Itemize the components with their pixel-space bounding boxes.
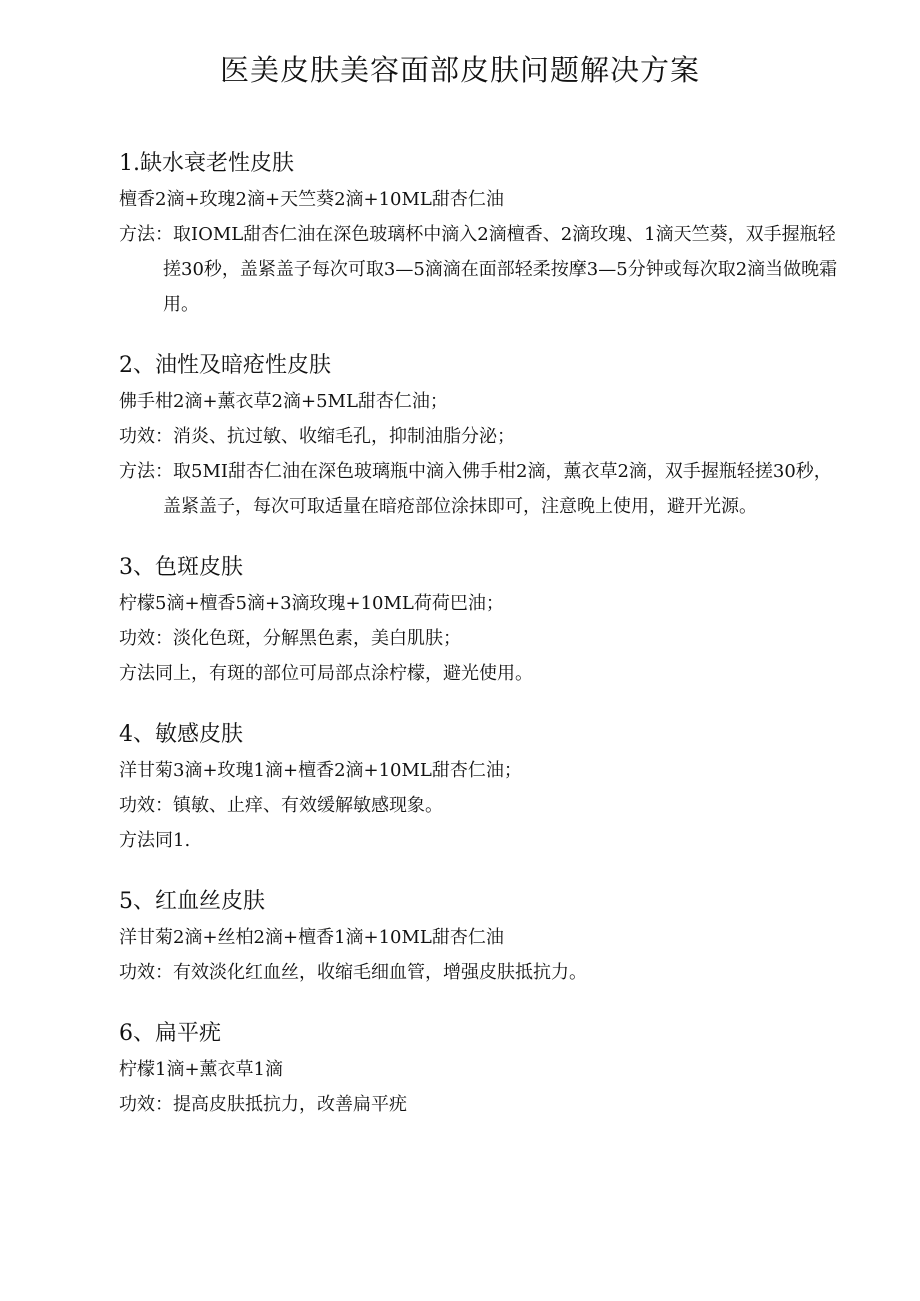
section-pigmented-skin — [119, 550, 819, 691]
document-title: 医美皮肤美容面部皮肤问题解决方案 — [219, 53, 700, 87]
method-paragraph: 方法：取5MI甜杏仁油在深色玻璃瓶中滴入佛手柑2滴，薰衣草2滴，双手握瓶轻搓30秒，盖紧盖子，每次可取适量在暗疮部位涂抹即可，注意晚上使用，避开光源。 — [119, 461, 832, 517]
formula-line: 檀香2滴+玫瑰2滴+天竺葵2滴+10ML甜杏仁油 — [119, 189, 504, 210]
section-flat-warts — [119, 1016, 819, 1122]
section-heading: 3、色斑皮肤 — [119, 555, 243, 580]
section-heading: 5、红血丝皮肤 — [119, 889, 265, 914]
section-heading: 4、敏感皮肤 — [119, 722, 243, 747]
effect-line: 功效：提高皮肤抵抗力，改善扁平疣 — [119, 1094, 407, 1115]
section-heading: 1.缺水衰老性皮肤 — [119, 151, 294, 176]
effect-line: 功效：淡化色斑，分解黑色素，美白肌肤； — [119, 628, 461, 649]
formula-line: 柠檬5滴+檀香5滴+3滴玫瑰+10ML荷荷巴油； — [119, 593, 504, 614]
effect-line: 功效：有效淡化红血丝，收缩毛细血管，增强皮肤抵抗力。 — [119, 962, 587, 983]
section-heading: 6、扁平疣 — [119, 1021, 221, 1046]
section-dry-aging-skin — [119, 146, 838, 322]
document-body — [119, 146, 838, 1122]
method-paragraph: 方法：取IOML甜杏仁油在深色玻璃杯中滴入2滴檀香、2滴玫瑰、1滴天竺葵，双手握瓶轻搓30秒，盖紧盖子每次可取3—5滴滴在面部轻柔按摩3—5分钟或每次取2滴当做晚霜用。 — [119, 224, 838, 315]
method-line: 方法同1. — [119, 830, 191, 851]
section-red-vein-skin — [119, 884, 819, 990]
section-heading: 2、油性及暗疮性皮肤 — [119, 353, 331, 378]
section-sensitive-skin — [119, 717, 819, 858]
formula-line: 洋甘菊2滴+丝柏2滴+檀香1滴+10ML甜杏仁油 — [119, 927, 504, 948]
method-line: 方法同上，有斑的部位可局部点涂柠檬，避光使用。 — [119, 663, 533, 684]
formula-line: 柠檬1滴+薰衣草1滴 — [119, 1059, 283, 1080]
formula-line: 洋甘菊3滴+玫瑰1滴+檀香2滴+10ML甜杏仁油； — [119, 760, 522, 781]
effect-line: 功效：镇敏、止痒、有效缓解敏感现象。 — [119, 795, 443, 816]
effect-line: 功效：消炎、抗过敏、收缩毛孔，抑制油脂分泌； — [119, 426, 515, 447]
formula-line: 佛手柑2滴+薰衣草2滴+5ML甜杏仁油； — [119, 391, 448, 412]
section-oily-acne-skin — [119, 348, 832, 524]
